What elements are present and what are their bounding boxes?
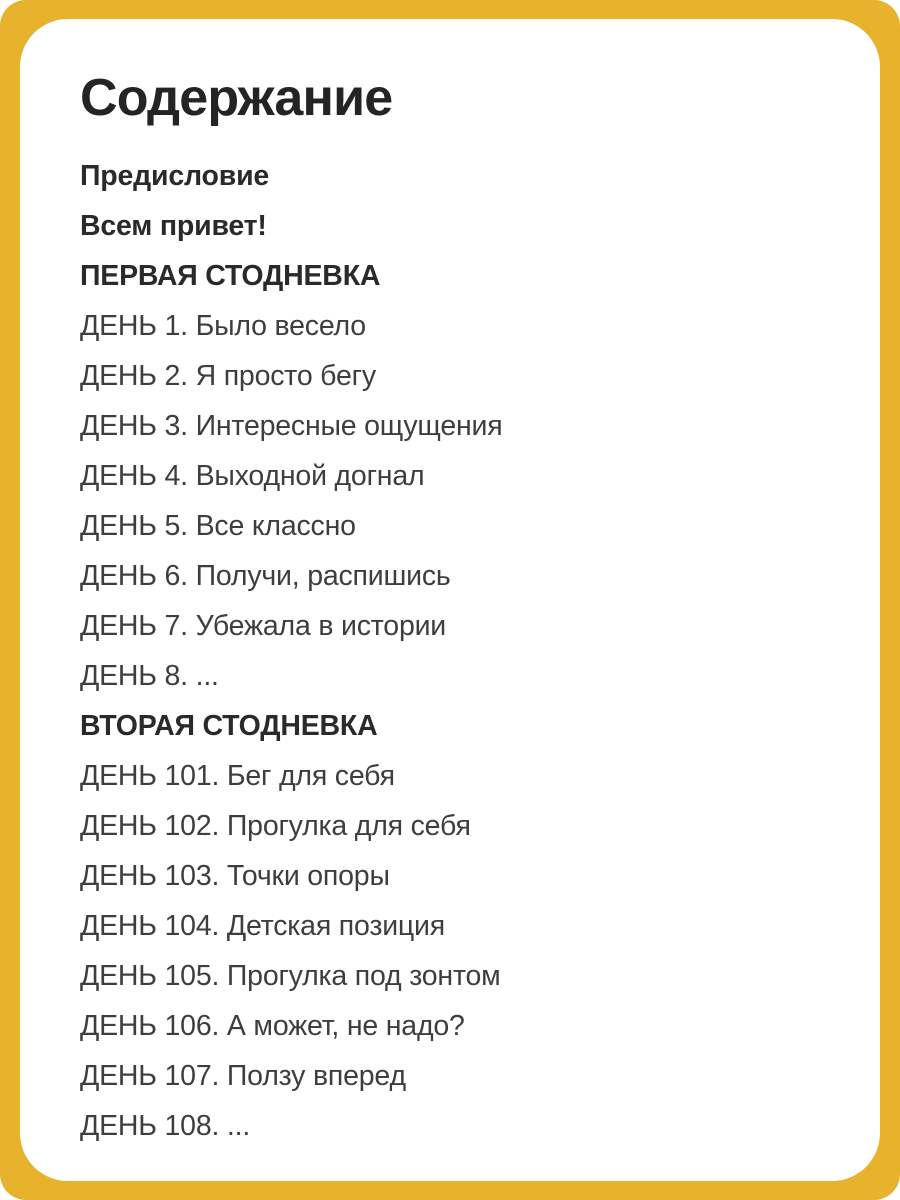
toc-entry: ДЕНЬ 108. ... bbox=[80, 1110, 251, 1142]
toc-entry: ДЕНЬ 105. Прогулка под зонтом bbox=[80, 960, 501, 992]
toc-entry: ДЕНЬ 6. Получи, распишись bbox=[80, 560, 451, 592]
toc-entry: ДЕНЬ 3. Интересные ощущения bbox=[80, 410, 503, 442]
toc-entry: ПЕРВАЯ СТОДНЕВКА bbox=[80, 260, 381, 292]
toc-entry: ДЕНЬ 7. Убежала в истории bbox=[80, 610, 447, 642]
toc-entry: ДЕНЬ 4. Выходной догнал bbox=[80, 460, 425, 492]
page-title: Содержание bbox=[80, 69, 393, 127]
toc-entry: ДЕНЬ 101. Бег для себя bbox=[80, 760, 395, 792]
toc-entry: ДЕНЬ 103. Точки опоры bbox=[80, 860, 390, 892]
toc-entry: ДЕНЬ 5. Все классно bbox=[80, 510, 356, 542]
toc-entry: ДЕНЬ 104. Детская позиция bbox=[80, 910, 446, 942]
toc-entry: ДЕНЬ 106. А может, не надо? bbox=[80, 1010, 465, 1042]
toc-entry: ДЕНЬ 1. Было весело bbox=[80, 310, 366, 342]
toc-entry: ДЕНЬ 107. Ползу вперед bbox=[80, 1060, 406, 1092]
toc-page-card bbox=[20, 19, 880, 1181]
toc-entry: ВТОРАЯ СТОДНЕВКА bbox=[80, 710, 378, 742]
toc-entry: Предисловие bbox=[80, 160, 270, 192]
toc-entry: ДЕНЬ 2. Я просто бегу bbox=[80, 360, 376, 392]
toc-entry: ДЕНЬ 8. ... bbox=[80, 660, 219, 692]
toc-list bbox=[80, 151, 840, 1151]
toc-entry: ДЕНЬ 102. Прогулка для себя bbox=[80, 810, 471, 842]
toc-entry: Всем привет! bbox=[80, 210, 267, 242]
